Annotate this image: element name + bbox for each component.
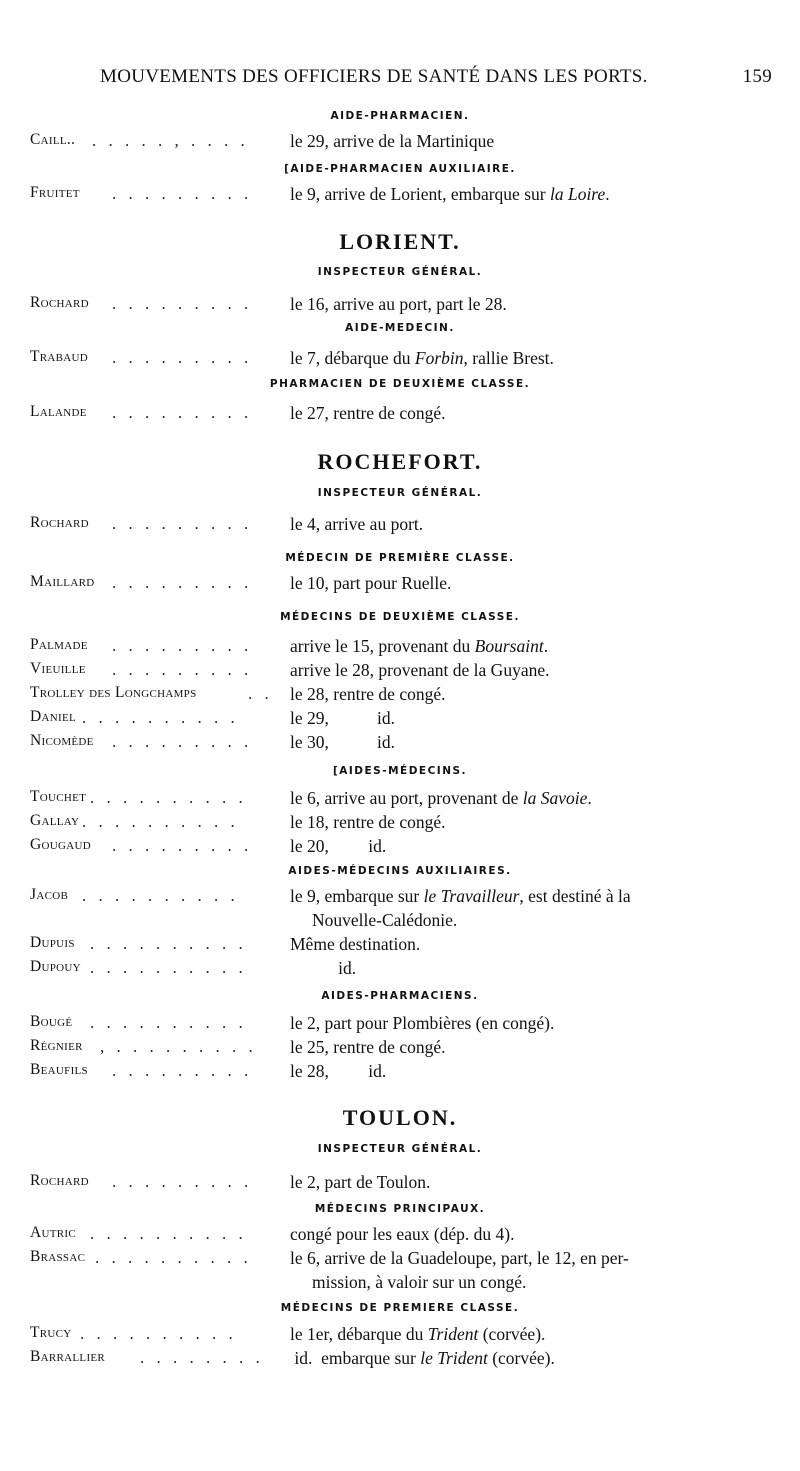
entry-description: le 20, id. xyxy=(290,836,387,856)
entry-description: le 18, rentre de congé. xyxy=(290,812,446,832)
leader-dots: . . . . . . . . . . xyxy=(82,886,239,905)
entry-description: le 16, arrive au port, part le 28. xyxy=(290,294,507,314)
entry-description: le 2, part pour Plombières (en congé). xyxy=(290,1013,555,1033)
officer-name: Dupouy xyxy=(30,958,81,975)
entry-description: le 29, arrive de la Martinique xyxy=(290,131,495,151)
section-heading: AIDES-MÉDECINS AUXILIAIRES. xyxy=(288,865,512,877)
section-heading: AIDES-PHARMACIENS. xyxy=(321,990,479,1002)
officer-name: Rochard xyxy=(30,514,89,531)
entry-description: arrive le 15, provenant du Boursaint. xyxy=(290,636,549,656)
officer-name: Gougaud xyxy=(30,836,91,853)
section-heading: INSPECTEUR GÉNÉRAL. xyxy=(317,1143,483,1155)
leader-dots: . . . . . . . . . xyxy=(112,1061,253,1080)
entry-description: le 30, id. xyxy=(290,732,395,752)
officer-name: Fruitet xyxy=(30,184,80,201)
leader-dots: . . . . . . . . . xyxy=(112,660,253,679)
entry-description: le 6, arrive au port, provenant de la Savoie. xyxy=(290,788,592,808)
leader-dots: . . . . . . . . . xyxy=(112,348,253,367)
leader-dots: . . . . . . . . . . xyxy=(90,934,247,953)
section-heading: INSPECTEUR GÉNÉRAL. xyxy=(317,487,483,499)
entry-description: le 7, débarque du Forbin, rallie Brest. xyxy=(290,348,554,368)
section-heading: PHARMACIEN DE DEUXIÈME CLASSE. xyxy=(269,378,531,390)
leader-dots: . . . . . . . . . . xyxy=(90,788,247,807)
entry-continuation: Nouvelle-Calédonie. xyxy=(312,910,458,930)
officer-name: Lalande xyxy=(30,403,87,420)
leader-dots: . . . . . . . . . xyxy=(112,636,253,655)
leader-dots: . . . . . . . . xyxy=(140,1348,264,1367)
entry-description: le 9, arrive de Lorient, embarque sur la Loire. xyxy=(290,184,610,204)
entry-continuation: mission, à valoir sur un congé. xyxy=(312,1272,527,1292)
entry-description: id. xyxy=(290,958,357,978)
entry-description: le 28, id. xyxy=(290,1061,387,1081)
entry-description: le 1er, débarque du Trident (corvée). xyxy=(290,1324,546,1344)
officer-name: Caill.. xyxy=(30,131,76,148)
officer-name: Jacob xyxy=(30,886,69,903)
entry-description: id. embarque sur le Trident (corvée). xyxy=(290,1348,555,1368)
leader-dots: . . . . . . . . . xyxy=(112,732,253,751)
leader-dots: . . . . . . . . . xyxy=(112,403,253,422)
officer-name: Vieuille xyxy=(30,660,86,677)
leader-dots: . . . . . . . . . xyxy=(112,836,253,855)
officer-name: Rochard xyxy=(30,1172,89,1189)
section-heading: MÉDECINS PRINCIPAUX. xyxy=(314,1203,486,1215)
section-heading: AIDE-PHARMACIEN. xyxy=(330,110,470,122)
entry-description: le 2, part de Toulon. xyxy=(290,1172,431,1192)
section-heading: [AIDES-MÉDECINS. xyxy=(332,765,468,777)
officer-name: Trabaud xyxy=(30,348,89,365)
leader-dots: . . . . . . . . . . xyxy=(90,1013,247,1032)
leader-dots: . . . . . . . . . . xyxy=(80,1324,237,1343)
section-heading: MÉDECIN DE PREMIÈRE CLASSE. xyxy=(285,552,515,564)
leader-dots: . . . . . . . . . . xyxy=(82,708,239,727)
city-heading-lorient: LORIENT. xyxy=(339,229,461,254)
entry-description: le 10, part pour Ruelle. xyxy=(290,573,452,593)
page-number: 159 xyxy=(742,66,772,87)
officer-name: Barrallier xyxy=(30,1348,106,1365)
leader-dots: . . . . . . . . . . xyxy=(95,1248,252,1267)
section-heading: [AIDE-PHARMACIEN AUXILIAIRE. xyxy=(284,163,516,175)
officer-name: Maillard xyxy=(30,573,95,590)
entry-description: le 29, id. xyxy=(290,708,395,728)
officer-name: Daniel xyxy=(30,708,76,725)
section-heading: MÉDECINS DE PREMIERE CLASSE. xyxy=(280,1302,520,1314)
entry-description: Même destination. xyxy=(290,934,421,954)
city-heading-toulon: TOULON. xyxy=(342,1105,458,1130)
leader-dots: . . . . . , . . . . xyxy=(92,131,249,150)
officer-name: Palmade xyxy=(30,636,88,653)
city-heading-rochefort: ROCHEFORT. xyxy=(317,449,483,474)
leader-dots: . . . . . . . . . xyxy=(112,294,253,313)
section-heading: MÉDECINS DE DEUXIÈME CLASSE. xyxy=(280,611,520,623)
officer-name: Régnier xyxy=(30,1037,83,1054)
section-heading: INSPECTEUR GÉNÉRAL. xyxy=(317,266,483,278)
leader-dots: . . . . . . . . . xyxy=(112,573,253,592)
header-title: MOUVEMENTS DES OFFICIERS DE SANTÉ DANS LES PORTS. xyxy=(100,66,648,87)
leader-dots: . . . . . . . . . xyxy=(112,1172,253,1191)
leader-dots: , . . . . . . . . . xyxy=(100,1037,257,1056)
entry-description: le 9, embarque sur le Travailleur, est destiné à la xyxy=(290,886,631,906)
officer-name: Dupuis xyxy=(30,934,75,951)
officer-name: Beaufils xyxy=(30,1061,88,1078)
officer-name: Rochard xyxy=(30,294,89,311)
leader-dots: . . . . . . . . . xyxy=(112,184,253,203)
leader-dots: . . . . . . . . . . xyxy=(90,1224,247,1243)
leader-dots: . . xyxy=(248,684,273,703)
entry-description: arrive le 28, provenant de la Guyane. xyxy=(290,660,550,680)
officer-name: Nicomède xyxy=(30,732,94,749)
section-heading: AIDE-MEDECIN. xyxy=(345,322,455,334)
entry-description: le 6, arrive de la Guadeloupe, part, le 12, en per- xyxy=(290,1248,629,1268)
entry-description: le 28, rentre de congé. xyxy=(290,684,446,704)
leader-dots: . . . . . . . . . . xyxy=(82,812,239,831)
officer-name: Brassac xyxy=(30,1248,86,1265)
entry-description: le 25, rentre de congé. xyxy=(290,1037,446,1057)
officer-name: Trolley des Longchamps xyxy=(30,684,197,701)
running-header xyxy=(100,66,772,88)
officer-name: Trucy xyxy=(30,1324,72,1341)
entry-description: le 4, arrive au port. xyxy=(290,514,424,534)
leader-dots: . . . . . . . . . xyxy=(112,514,253,533)
officer-name: Touchet xyxy=(30,788,87,805)
officer-name: Gallay xyxy=(30,812,80,829)
entry-description: le 27, rentre de congé. xyxy=(290,403,446,423)
entry-description: congé pour les eaux (dép. du 4). xyxy=(290,1224,515,1244)
officer-name: Autric xyxy=(30,1224,76,1241)
officer-name: Bougé xyxy=(30,1013,73,1030)
leader-dots: . . . . . . . . . . xyxy=(90,958,247,977)
